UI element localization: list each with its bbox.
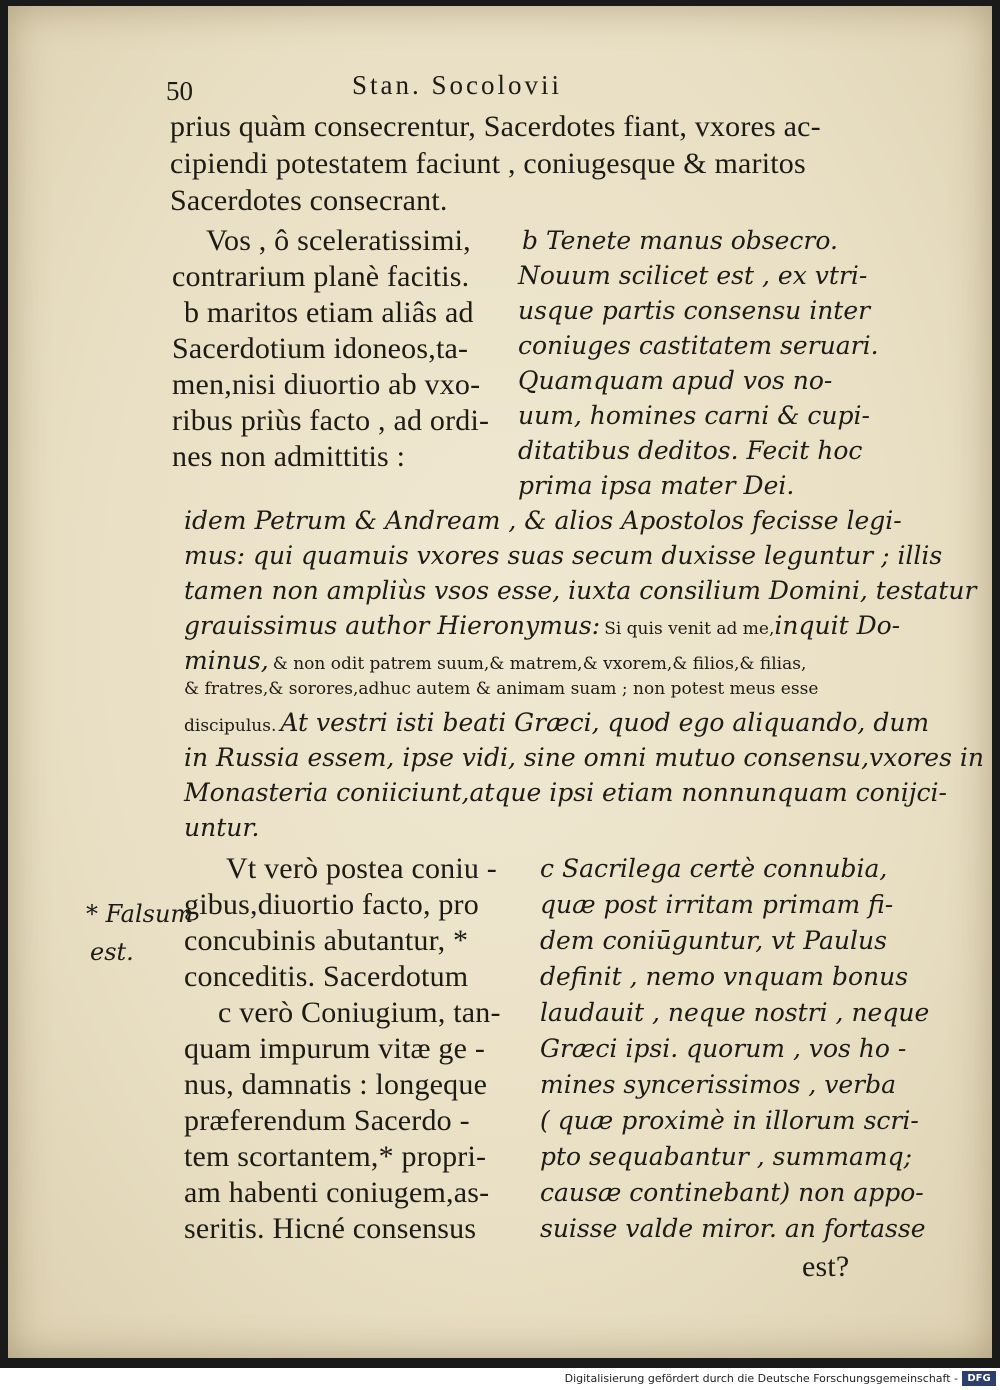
note-line: mines syncerissimos , verba bbox=[540, 1070, 897, 1099]
text-line: Sacerdotium idoneos,ta- bbox=[172, 332, 469, 365]
dfg-logo: DFG bbox=[962, 1371, 996, 1386]
note-line: pto sequabantur , summamq; bbox=[540, 1142, 913, 1171]
text-line: cipiendi potestatem faciunt , coniugesque & maritos bbox=[170, 147, 806, 180]
funding-notice: Digitalisierung gefördert durch die Deutsche Forschungsgemeinschaft - bbox=[564, 1372, 958, 1385]
note-line: c Sacrilega certè connubia, bbox=[540, 854, 888, 883]
note-line: idem Petrum & Andream , & alios Apostolos fecisse legi- bbox=[184, 506, 902, 535]
note-segment: inquit Do- bbox=[774, 611, 901, 640]
text-line: Vos , ô sceleratissimi, bbox=[206, 224, 471, 257]
note-line: prima ipsa mater Dei. bbox=[518, 471, 795, 500]
page-number: 50 bbox=[166, 76, 193, 106]
text-line: prius quàm consecrentur, Sacerdotes fiant, vxores ac- bbox=[170, 110, 821, 143]
note-line-mixed bbox=[184, 710, 929, 735]
footer-bar bbox=[0, 1368, 1000, 1390]
note-line: in Russia essem, ipse vidi, sine omni mutuo consensu,vxores in bbox=[184, 743, 984, 772]
text-line: præferendum Sacerdo - bbox=[184, 1104, 470, 1137]
note-line: untur. bbox=[184, 813, 260, 842]
text-line: nes non admittitis : bbox=[172, 440, 406, 473]
text-line: gibus,diuortio facto, pro bbox=[184, 888, 479, 921]
text-line: contrarium planè facitis. bbox=[172, 260, 470, 293]
text-line: ribus priùs facto , ad ordi- bbox=[172, 404, 490, 437]
note-line: causæ continebant) non appo- bbox=[540, 1178, 924, 1207]
text-line: seritis. Hicné consensus bbox=[184, 1212, 477, 1245]
note-segment: discipulus. bbox=[184, 716, 277, 736]
text-line: Vt verò postea coniu - bbox=[226, 852, 497, 885]
note-line: suisse valde miror. an fortasse bbox=[540, 1214, 926, 1243]
text-line: concubinis abutantur, * bbox=[184, 924, 469, 957]
note-segment: grauissimus author Hieronymus: bbox=[184, 611, 601, 640]
text-line: tem scortantem,* propri- bbox=[184, 1140, 487, 1173]
note-line: & fratres,& sorores,adhuc autem & animam suam ; non potest meus esse bbox=[184, 679, 819, 699]
note-line: Quamquam apud vos no- bbox=[518, 366, 833, 395]
note-segment: Si quis venit ad me, bbox=[604, 619, 775, 639]
text-line: b maritos etiam aliâs ad bbox=[184, 296, 474, 329]
note-line: usque partis consensu inter bbox=[518, 296, 871, 325]
book-page bbox=[8, 6, 992, 1358]
note-line: uum, homines carni & cupi- bbox=[518, 401, 870, 430]
note-segment: & non odit patrem suum,& matrem,& vxorem,& filios,& filias, bbox=[272, 654, 807, 674]
note-line: dem coniūguntur, vt Paulus bbox=[540, 926, 887, 955]
text-line: Sacerdotes consecrant. bbox=[170, 184, 448, 217]
margin-note-line: * Falsum bbox=[86, 900, 194, 928]
note-line: coniuges castitatem seruari. bbox=[518, 331, 879, 360]
note-line: b Tenete manus obsecro. bbox=[522, 226, 838, 255]
margin-note-line: est. bbox=[90, 938, 134, 966]
note-line-mixed bbox=[184, 648, 806, 673]
text-line: nus, damnatis : longeque bbox=[184, 1068, 488, 1101]
note-line: laudauit , neque nostri , neque bbox=[540, 998, 930, 1027]
note-line: est? bbox=[802, 1250, 850, 1283]
note-line-mixed bbox=[184, 613, 900, 638]
text-line: c verò Coniugium, tan- bbox=[218, 996, 501, 1029]
text-line: men,nisi diuortio ab vxo- bbox=[172, 368, 481, 401]
note-line: Monasteria coniiciunt,atque ipsi etiam nonnunquam conijci- bbox=[184, 778, 947, 807]
note-line: ditatibus deditos. Fecit hoc bbox=[518, 436, 863, 465]
note-line: definit , nemo vnquam bonus bbox=[540, 962, 909, 991]
note-line: tamen non ampliùs vsos esse, iuxta consilium Domini, testatur bbox=[184, 576, 977, 605]
text-line: am habenti coniugem,as- bbox=[184, 1176, 490, 1209]
text-line: quam impurum vitæ ge - bbox=[184, 1032, 486, 1065]
note-line: quæ post irritam primam fi- bbox=[540, 890, 894, 919]
note-segment: At vestri isti beati Græci, quod ego aliquando, dum bbox=[280, 708, 930, 737]
note-line: Nouum scilicet est , ex vtri- bbox=[518, 261, 868, 290]
text-line: conceditis. Sacerdotum bbox=[184, 960, 469, 993]
running-title: Stan. Socolovii bbox=[352, 70, 563, 100]
note-segment: minus, bbox=[184, 646, 269, 675]
note-line: Græci ipsi. quorum , vos ho - bbox=[540, 1034, 907, 1063]
note-line: ( quæ proximè in illorum scri- bbox=[540, 1106, 919, 1135]
note-line: mus: qui quamuis vxores suas secum duxisse leguntur ; illis bbox=[184, 541, 943, 570]
